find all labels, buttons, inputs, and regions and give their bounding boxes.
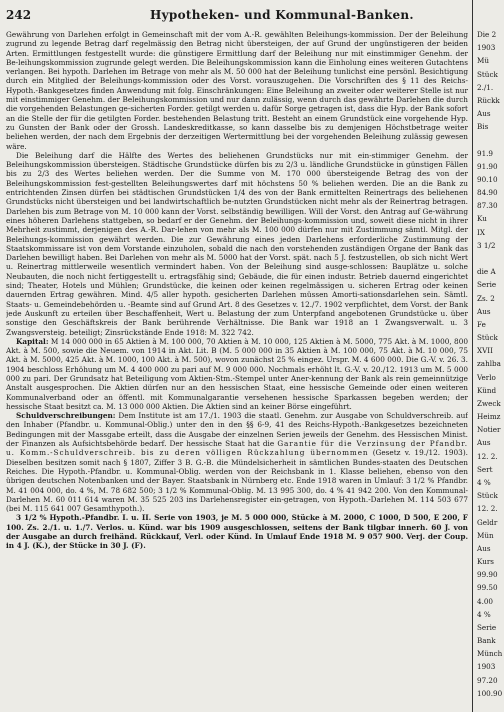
next-column-line: 87.30 — [477, 201, 498, 211]
next-column-line: Stück — [477, 69, 498, 79]
next-column-line: 91.90 — [477, 161, 498, 171]
next-column-line: Verlo — [477, 372, 496, 382]
next-column-line: 12. 2. — [477, 451, 498, 461]
next-column-line: 99.90 — [477, 570, 498, 580]
next-column-line: Kurs — [477, 557, 494, 567]
next-column-line: Künd — [477, 385, 497, 395]
bonds-text-tail: (Gesetz v. 19./12. 1903). Dieselben besitzen somit nach § 1807, Ziffer 3 B. G.-B. die Mündelsicherheit in sämtlichen Bundes-staaten des Deutschen Reiches. Die Hypoth.-Pfandbr. u. Kommunal-Oblig. werden von der Reichsbank in 1. Klasse beliehen, ebenso von den übrigen deutschen Notenbanken und der Bayer. Staatsbank in Nürnberg etc. Ende 1918 waren in Umlauf: 3 1/2 % Pfandbr. M. 41 004 000, do. 4 %, M. 78 682 500; 3 1/2 % Kommunal-Oblig. M. 13 995 300, do. 4 % 41 942 200. Von den Kommunal-Darlehen M. 60 011 614 waren M. 35 525 203 ins Darlehensregister ein-getragen, von Hypoth.-Darlehen M. 114 503 677 (bei M. 115 641 007 Gesamthypoth.). — [6, 448, 468, 514]
next-column-line: 4 % — [477, 478, 491, 487]
page-title: Hypotheken- und Kommunal-Banken. — [150, 8, 414, 22]
paragraph-bonds — [6, 411, 468, 513]
next-column-line: 12. 2. — [477, 504, 498, 514]
next-column-line: Bank — [477, 636, 496, 646]
column-divider — [472, 0, 473, 712]
next-column-line: 4.00 — [477, 596, 494, 606]
bonds-heading: Schuldverschreibungen: — [16, 411, 116, 421]
next-column-line: Mü — [477, 56, 489, 66]
next-column-line: Fe — [477, 319, 486, 329]
next-column-line: Aus — [477, 438, 491, 448]
next-column-line: 1903 — [477, 662, 496, 672]
next-column-line: Serie — [477, 280, 497, 290]
next-column-line: Aus — [477, 306, 491, 316]
next-column-line: 84.90 — [477, 188, 498, 198]
mortgage-bonds-text: 3 1/2 % Hypoth.-Pfandbr. I. u. II. Serie von 1903, je M. 5 000 000, Stücke à M. 2000, C 1000, D 500, E 200, F 100. Zs. 2./1. u. 1./7. Verlos. u. Künd. war bis 1909 ausgeschlossen, seitens der Bank tilgbar innerh. 60 J. von der Ausgabe an durch freihänd. Rückkauf, Verl. oder Künd. In Umlauf Ende 1918 M. 9 057 900. Verj. der Coup. in 4 J. (K.), der Stücke in 30 J. (F). — [6, 513, 468, 551]
next-column-line: zahlba — [477, 359, 501, 369]
next-column-line: 91.9 — [477, 148, 494, 158]
paragraph-lending-limits: Die Beleihung darf die Hälfte des Wertes des beliehenen Grundstücks nur mit ein-stimmiger Genehm. der Beleihungskommission übersteigen. Städtische Grundstücke dürfen bis zu 2/3 u. ländliche Grundstücke in günstigen Fällen bis zu 2/3 des Wertes beliehen werden. Der die Summe von M. 170 000 übersteigende Betrag des von der Beleihungskommission fest-gestellten Beleihungswertes darf mit höchstens 50 % beliehen werden. Die an die Bank zu entrichtenden Zinsen dürfen bei städtischen Grundstücken 1/4 des von der Bank ermittelten Reinertrags des beliehenen Grundstücks nicht übersteigen und bei landwirtschaftlich be-nutzten Grundstücken nicht mehr als der Reinertrag betragen. Darlehen bis zum Betrage von M. 10 000 kann der Vorst. selbständig bewilligen. Will der Vorst. den Antrag auf Ge-währung eines höheren Darlehens stattgeben, so bedarf er der Genehm. der Beleihungs-kommission und, soweit diese nicht in ihrer Mehrheit zustimmt, derjenigen des A.-R. Dar-lehen von mehr als M. 100 000 dürfen nur mit Zustimmung sämtl. Mitgl. der Beleihungs-kommission gewährt werden. Die zur Gewährung eines jeden Darlehens erforderliche Zustimmung der Staatskommissare ist von dem Vorstande einzuholen, sobald die nach den vorstehenden zuständigen Organe der Bank das Darlehen bewilligt haben. Bei Darlehen von mehr als M. 5000 hat der Vorst. spät. nach 5 J. festzustellen, ob sich nicht Wert u. Reinertrag mittlerweile wesentlich vermindert haben. Von der Beleihung sind ausge-schlossen: Bauplätze u. solche Neubauten, die noch nicht fertiggestellt u. ertragsfähig sind; Gebäude, die für einen industr. Betrieb dauernd eingerichtet sind; Theater, Hotels und Mühlen; Grundstücke, die keinen oder keinen regelmässigen u. sicheren Ertrag oder keinen dauernden Ertrag gewähren. Mind. 4/5 aller hypoth. gesicherten Darlehen müssen Amorti-sationsdarlehen sein. Sämtl. Staats- u. Gemeindebehörden u. -Beamte sind auf Grund Art. 8 des Gesetzes v. 12./7. 1902 verpflichtet, dem Vorst. der Bank jede Auskunft zu erteilen über Beschaffenheit, Wert u. Belastung der zum Unterpfand angebotenen Grundstücke u. über sonstige den Geschäftskreis der Bank berührende Verhältnisse. Die Bank war 1918 an 1 Zwangsverwalt. u. 3 Zwangsversteig. beteiligt; Zinsrückstände Ende 1918: M. 322 742. — [6, 150, 468, 337]
next-column-line: Ku — [477, 214, 487, 224]
next-column-line: 90.10 — [477, 174, 498, 184]
paragraph-loan-terms: Gewährung von Darlehen erfolgt in Gemeinschaft mit der vom A.-R. gewählten Beleihungs-kommission. Der der Beleihung zugrund zu legende Betrag darf regelmässig den Betrag nicht übersteigen, der auf Grund der ungünstigeren der beiden Arten. Ermittlungen festgestellt wurde: die günstigere Ermittlung darf der Beleihung nur mit einstimmiger Genehm. der Be-leihungskommission zugrunde gelegt werden. Die Beleihungskommission kann die Einholung eines weiteren Gutachtens verlangen. Bei hypoth. Darlehen im Betrage von mehr als M. 50 000 hat der Beleihung tunlichst eine persönl. Besichtigung durch ein Mitglied der Beleihungs-kommission oder des Vorst. vorauszugehen. Die Vorschriften des § 11 des Reichs-Hypoth.-Bankgesetzes finden Anwendung mit folg. Einschränkungen: Eine Beleihung an zweiter oder weiterer Stelle ist nur mit einstimmiger Genehm. der Beleihungskommission und nur dann zulässig, wenn durch das gewährte Darlehen die durch die vorgehenden Belastungen ge-sicherten Forder. getilgt werden u. dafür Sorge getragen ist, dass die Hyp. der Bank sofort an die Stelle der für die getilgten Forder. bestehenden Belastung tritt. Besteht an einem Grundstück eine vorgehende Hyp. zu Gunsten der Bank oder der Grossh. Landeskreditkasse, so kann dasselbe bis zu demjenigen Höchstbetrage weiter beliehen werden, der nach dem Ergebnis der derzeitigen Wertermittlung bei der vorgehenden Beleihung zulässig gewesen wäre. — [6, 30, 468, 151]
paragraph-mortgage-bonds — [6, 513, 468, 550]
next-column-line: Aus — [477, 543, 491, 553]
next-column-line: Stück — [477, 333, 498, 343]
next-column-line: IX — [477, 227, 485, 237]
next-column-line: 2./1. — [477, 82, 494, 92]
next-column-line: 100.90 — [477, 688, 503, 698]
next-column-line: 97.20 — [477, 675, 498, 685]
next-column-line: Heimz — [477, 412, 501, 422]
next-column-line: Die 2 — [477, 30, 497, 39]
next-column-line: Rückk — [477, 95, 500, 105]
page-header — [0, 6, 470, 26]
next-column-line: 3 1/2 — [477, 240, 496, 250]
bonds-guarantee-text: Garantie für die Verzinsung der Pfandbr. u. Komm.-Schuldverschreib. bis zu deren völligen Rückzahlung übernommen — [6, 439, 468, 458]
next-column-line: Stück — [477, 491, 498, 501]
next-column-line: Sert — [477, 464, 493, 474]
next-column-line: Notier — [477, 425, 501, 435]
next-column-line: Bis — [477, 122, 489, 132]
next-column-line: Zs. 2 — [477, 293, 495, 303]
page-number: 242 — [6, 8, 32, 22]
next-column-line: 99.50 — [477, 583, 498, 593]
next-column-line: Münch — [477, 649, 503, 659]
bonds-text: Dem Institute ist am 17./1. 1903 die staatl. Genehm. zur Ausgabe von Schuldverschreib. auf den Inhaber (Pfandbr. u. Kommunal-Oblig.) unter den in den §§ 6-9, 41 des Reichs-Hypoth.-Bankgesetzes bezeichneten Bedingungen mit der Massgabe erteilt, dass die Ausgabe der einzelnen Serien jeweils der Genehm. des Hessischen Minist. der Finanzen als Aufsichtsbehörde bedarf. Der hessische Staat hat die — [6, 411, 468, 449]
next-column-line: 4 % — [477, 609, 491, 619]
capital-heading: Kapital: — [16, 336, 49, 346]
next-column-line: Mün — [477, 530, 494, 540]
next-column-line: die A — [477, 267, 496, 277]
next-column-line: Aus — [477, 109, 491, 119]
next-column-line: Serie — [477, 622, 497, 632]
capital-text: M 14 000 000 in 65 Aktien à M. 100 000, 70 Aktien à M. 10 000, 125 Aktien à M. 5000, 775 Akt. à M. 1000, 800 Akt. à M. 500, sowie die Neuem. von 1914 in Akt. Lit. B (M. 5 000 000 in 35 Aktien à M. 100 000, 75 Akt. à M. 10 000, 75 Akt. à M. 5000, 425 Akt. à M. 1000, 100 Akt. à M. 500), wovon zunächst 25 % eingez. Urspr. M. 4 600 000. Die G.-V. v. 26. 3. 1904 beschloss Erhöhung um M. 4 400 000 zu pari auf M. 9 000 000. Nochmals erhöht lt. G.-V. v. 20./12. 1913 um M. 5 000 000 zu pari. Der Grundsatz hat Beteiligung vom Aktien-Stm.-Stempel unter Aner-kennung der Bank als rein gemeinnützige Anstalt ausgesprochen. Die Aktien dürfen nur an den hessischen Staat, eine hessische Gemeinde oder einen weiteren Kommunalverband oder an öffentl. mit Kommunalgarantie versehenen hessische Sparkassen begeben werden; der hessische Staat besitzt ca. M. 13 000 000 Aktien. Die Aktien sind an keiner Börse eingeführt. — [6, 336, 468, 411]
next-column-line: XVII — [477, 346, 493, 356]
paragraph-capital — [6, 337, 468, 411]
next-column-line: 1903 — [477, 43, 496, 53]
main-text-column — [6, 30, 468, 710]
next-column-fragment — [474, 0, 504, 712]
next-column-line: Zweck — [477, 398, 501, 408]
next-column-line: Geldr — [477, 517, 498, 527]
